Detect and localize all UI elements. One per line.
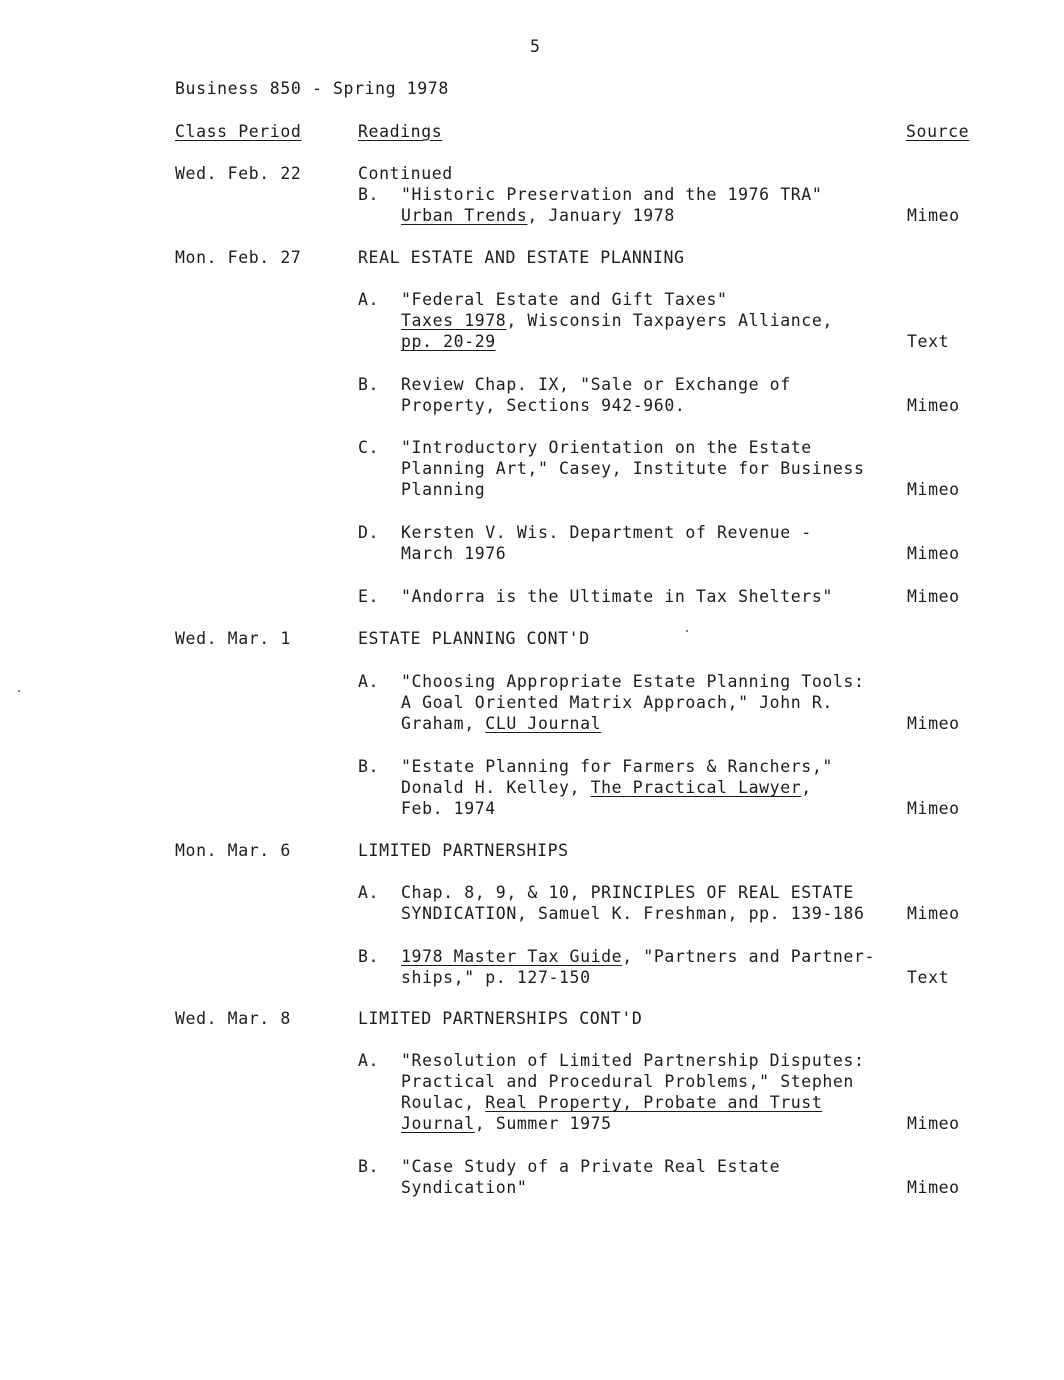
reading-line: "Estate Planning for Farmers & Ranchers,": [401, 757, 833, 776]
reading-line: SYNDICATION, Samuel K. Freshman, pp. 139-186: [401, 904, 865, 923]
source-value: Text: [907, 332, 950, 351]
source-value: Mimeo: [907, 544, 960, 563]
course-title: Business 850 - Spring 1978: [175, 79, 449, 98]
publication-title: Urban Trends: [401, 206, 528, 225]
reading-line: Urban Trends, January 1978: [401, 206, 675, 225]
reading-line: Roulac, Real Property, Probate and Trust: [401, 1093, 823, 1112]
reading-line: "Case Study of a Private Real Estate: [401, 1157, 781, 1176]
item-label: A.: [358, 290, 380, 309]
session-heading: REAL ESTATE AND ESTATE PLANNING: [358, 248, 685, 267]
session-heading: ESTATE PLANNING CONT'D: [358, 629, 590, 648]
item-label: B.: [358, 757, 380, 776]
item-label: B.: [358, 185, 380, 204]
reading-line: "Introductory Orientation on the Estate: [401, 438, 812, 457]
item-label: A.: [358, 883, 380, 902]
item-label: B.: [358, 1157, 380, 1176]
reading-line: pp. 20-29: [401, 332, 496, 351]
reading-line: ships," p. 127-150: [401, 968, 591, 987]
reading-line: "Choosing Appropriate Estate Planning Tools:: [401, 672, 865, 691]
reading-line: March 1976: [401, 544, 507, 563]
reading-line: Syndication": [401, 1178, 528, 1197]
session-heading: LIMITED PARTNERSHIPS CONT'D: [358, 1009, 643, 1028]
reading-line: Taxes 1978, Wisconsin Taxpayers Alliance,: [401, 311, 833, 330]
reading-line: Property, Sections 942-960.: [401, 396, 686, 415]
publication-title: CLU Journal: [485, 714, 602, 733]
session-date: Wed. Mar. 1: [175, 629, 291, 648]
source-value: Mimeo: [907, 587, 960, 606]
source-value: Mimeo: [907, 1114, 960, 1133]
source-value: Mimeo: [907, 480, 960, 499]
item-label: B.: [358, 947, 380, 966]
reading-line: Planning: [401, 480, 486, 499]
reading-line: A Goal Oriented Matrix Approach," John R.: [401, 693, 833, 712]
publication-title: 1978 Master Tax Guide: [401, 947, 623, 966]
reading-line: 1978 Master Tax Guide, "Partners and Partner-: [401, 947, 876, 966]
reading-line: Planning Art," Casey, Institute for Business: [401, 459, 865, 478]
reading-line: "Federal Estate and Gift Taxes": [401, 290, 728, 309]
readings-header: Readings: [358, 122, 443, 141]
item-label: A.: [358, 672, 380, 691]
class-period-header: Class Period: [175, 122, 302, 141]
item-label: C.: [358, 438, 380, 457]
session-date: Wed. Mar. 8: [175, 1009, 291, 1028]
source-value: Mimeo: [907, 396, 960, 415]
publication-title: Taxes 1978: [401, 311, 507, 330]
reading-line: Graham, CLU Journal: [401, 714, 602, 733]
session-heading: Continued: [358, 164, 453, 183]
item-label: E.: [358, 587, 380, 606]
session-date: Mon. Feb. 27: [175, 248, 302, 267]
publication-title: Journal: [401, 1114, 475, 1133]
stray-mark: [686, 630, 688, 632]
source-header: Source: [906, 122, 970, 141]
page-number: 5: [530, 37, 541, 56]
session-date: Mon. Mar. 6: [175, 841, 291, 860]
item-label: A.: [358, 1051, 380, 1070]
item-label: B.: [358, 375, 380, 394]
reading-line: "Resolution of Limited Partnership Disputes:: [401, 1051, 865, 1070]
reading-line: Journal, Summer 1975: [401, 1114, 612, 1133]
reading-line: "Andorra is the Ultimate in Tax Shelters": [401, 587, 833, 606]
reading-line: Review Chap. IX, "Sale or Exchange of: [401, 375, 791, 394]
session-date: Wed. Feb. 22: [175, 164, 302, 183]
source-value: Mimeo: [907, 1178, 960, 1197]
reading-line: Chap. 8, 9, & 10, PRINCIPLES OF REAL ESTATE: [401, 883, 854, 902]
item-label: D.: [358, 523, 380, 542]
source-value: Text: [907, 968, 950, 987]
reading-line: Kersten V. Wis. Department of Revenue -: [401, 523, 812, 542]
source-value: Mimeo: [907, 904, 960, 923]
publication-title: The Practical Lawyer: [590, 778, 802, 797]
reading-line: Feb. 1974: [401, 799, 496, 818]
source-value: Mimeo: [907, 206, 960, 225]
publication-title: Real Property, Probate and Trust: [485, 1093, 823, 1112]
stray-mark: [18, 690, 20, 692]
source-value: Mimeo: [907, 714, 960, 733]
reading-line: Practical and Procedural Problems," Stephen: [401, 1072, 854, 1091]
session-heading: LIMITED PARTNERSHIPS: [358, 841, 569, 860]
source-value: Mimeo: [907, 799, 960, 818]
reading-line: "Historic Preservation and the 1976 TRA": [401, 185, 823, 204]
reading-line: Donald H. Kelley, The Practical Lawyer,: [401, 778, 812, 797]
